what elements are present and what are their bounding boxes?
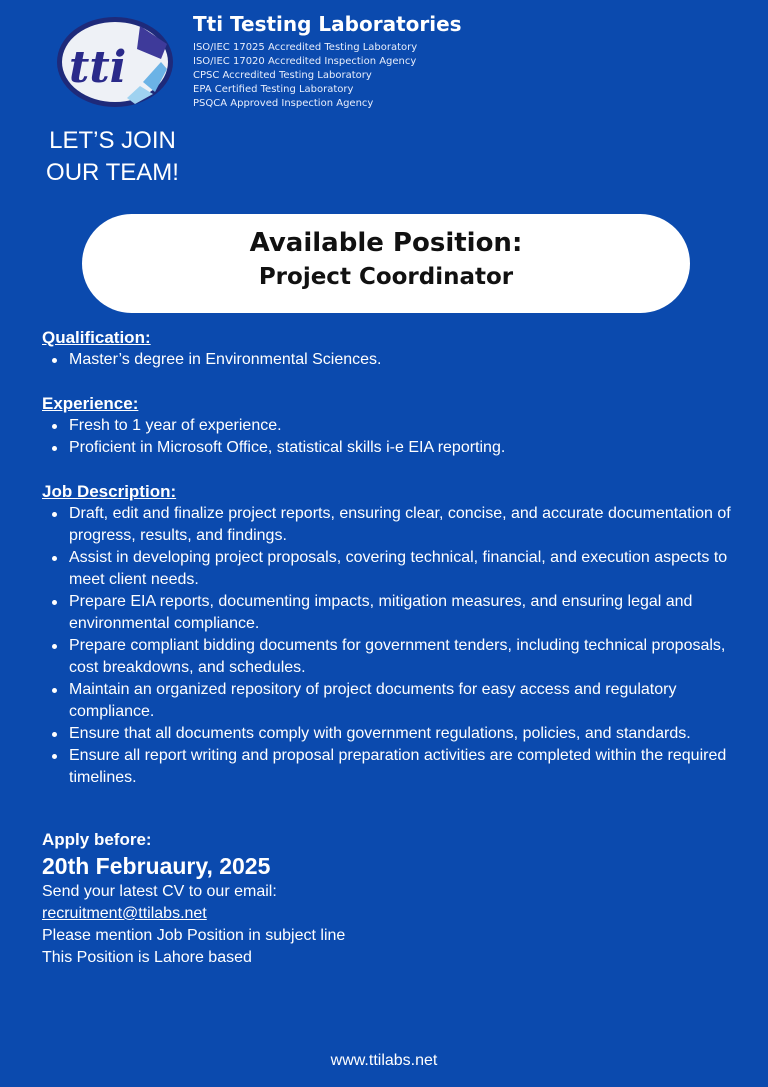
accreditation: ISO/IEC 17020 Accredited Inspection Agency: [193, 56, 417, 67]
svg-text:tti: tti: [69, 42, 127, 93]
list-item: Draft, edit and finalize project reports, ensuring clear, concise, and accurate documentation of progress, results, and findings.: [42, 503, 732, 547]
tti-logo: [55, 14, 175, 110]
email-link[interactable]: recruitment@ttilabs.net: [42, 905, 207, 922]
requirements: [42, 327, 732, 969]
accreditation: EPA Certified Testing Laboratory: [193, 84, 354, 95]
list-item: Fresh to 1 year of experience.: [42, 415, 732, 437]
apply-label: Apply before:: [42, 830, 152, 849]
list-item: Assist in developing project proposals, covering technical, financial, and execution aspects to meet client needs.: [42, 547, 732, 591]
list-item: Proficient in Microsoft Office, statistical skills i-e EIA reporting.: [42, 437, 732, 459]
accreditation: CPSC Accredited Testing Laboratory: [193, 70, 372, 81]
qualification-heading: Qualification:: [42, 328, 151, 347]
accreditation: PSQCA Approved Inspection Agency: [193, 98, 374, 109]
list-item: Prepare compliant bidding documents for government tenders, including technical proposals, cost breakdowns, and schedules.: [42, 635, 732, 679]
join-line: LET’S JOIN: [49, 127, 176, 154]
deadline-date: 20th Februaury, 2025: [42, 853, 271, 879]
position-label: Available Position:: [249, 228, 523, 258]
list-item: Maintain an organized repository of project documents for easy access and regulatory compliance.: [42, 679, 732, 723]
accreditation: ISO/IEC 17025 Accredited Testing Laboratory: [193, 42, 418, 53]
subject-note: Please mention Job Position in subject line: [42, 927, 346, 944]
list-item: Ensure all report writing and proposal preparation activities are completed within the required timelines.: [42, 745, 732, 789]
accreditations: [193, 41, 417, 111]
join-tagline: [30, 125, 195, 189]
list-item: Prepare EIA reports, documenting impacts, mitigation measures, and ensuring legal and environmental compliance.: [42, 591, 732, 635]
join-line: OUR TEAM!: [46, 159, 179, 186]
list-item: Master’s degree in Environmental Sciences.: [42, 349, 732, 371]
experience-heading: Experience:: [42, 394, 139, 413]
location-note: This Position is Lahore based: [42, 949, 252, 966]
website-link[interactable]: www.ttilabs.net: [330, 1052, 438, 1069]
company-name: Tti Testing Laboratories: [193, 12, 462, 36]
position-banner: [82, 214, 690, 313]
list-item: Ensure that all documents comply with government regulations, policies, and standards.: [42, 723, 732, 745]
send-cv-text: Send your latest CV to our email:: [42, 883, 277, 900]
apply-section: [42, 829, 732, 969]
job-description-heading: Job Description:: [42, 482, 177, 501]
position-title: Project Coordinator: [258, 264, 514, 290]
